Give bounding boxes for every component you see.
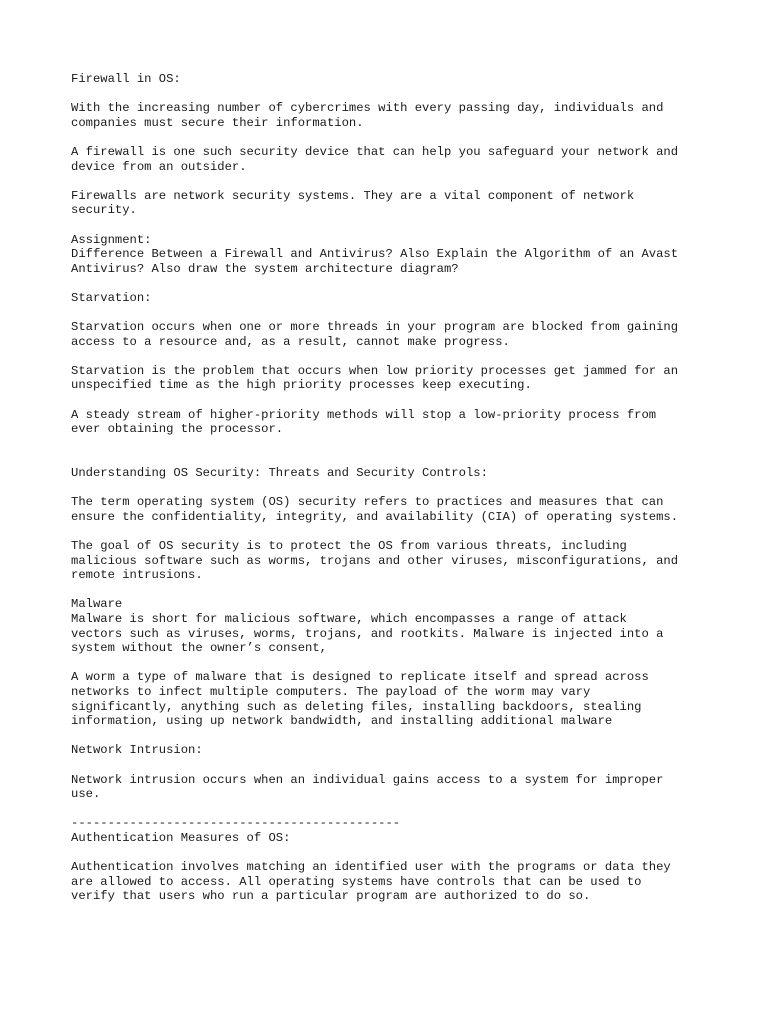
paragraph-steady-stream: A steady stream of higher-priority methods will stop a low-priority process from ever obtaining the processor. — [71, 407, 657, 437]
malware-block: Malware Malware is short for malicious software, which encompasses a range of attack vectors such as viruses, worms, trojans, and rootkits. Malware is injected into a system without the owner’s consent, — [71, 597, 664, 656]
paragraph-os-security-term: The term operating system (OS) security refers to practices and measures that can ensure the confidentiality, integrity, and availability (CIA) of operating systems. — [71, 495, 679, 524]
heading-firewall: Firewall in OS: — [71, 72, 181, 86]
paragraph-cybercrimes: With the increasing number of cybercrimes with every passing day, individuals and companies must secure their information. — [71, 101, 664, 130]
paragraph-firewall-device: A firewall is one such security device that can help you safeguard your network and device from an outsider. — [71, 144, 679, 174]
paragraph-network-intrusion: Network intrusion occurs when an individual gains access to a system for improper use. — [71, 772, 664, 802]
heading-starvation: Starvation: — [71, 290, 152, 305]
document-page — [71, 72, 731, 918]
paragraph-worm: A worm a type of malware that is designed to replicate itself and spread across networks to infect multiple computers. The payload of the worm may vary significantly, anything such as deleting files, installing backdoors, stealing information, using up network bandwidth, and installing additional malware — [71, 670, 649, 729]
paragraph-os-security-goal: The goal of OS security is to protect the OS from various threats, including malicious software such as worms, trojans and other viruses, misconfigurations, and remote intrusions. — [71, 539, 679, 583]
paragraph-starvation-threads: Starvation occurs when one or more threads in your program are blocked from gaining access to a resource and, as a result, cannot make progress. — [71, 320, 679, 349]
paragraph-firewall-systems: Firewalls are network security systems. They are a vital component of network security. — [71, 188, 635, 218]
heading-os-security: Understanding OS Security: Threats and Security Controls: — [71, 466, 488, 481]
heading-network-intrusion: Network Intrusion: — [71, 743, 203, 758]
assignment-block: Assignment: Difference Between a Firewall and Antivirus? Also Explain the Algorithm of an Avast Antivirus? Also draw the system architecture diagram? — [71, 232, 679, 276]
heading-authentication: --------------------------------------------- Authentication Measures of OS: — [71, 816, 401, 845]
paragraph-authentication: Authentication involves matching an identified user with the programs or data they are allowed to access. All operating systems have controls that can be used to verify that users who run a particular program are authorized to do so. — [71, 860, 671, 904]
paragraph-starvation-priority: Starvation is the problem that occurs when low priority processes get jammed for an unspecified time as the high priority processes keep executing. — [71, 363, 679, 393]
